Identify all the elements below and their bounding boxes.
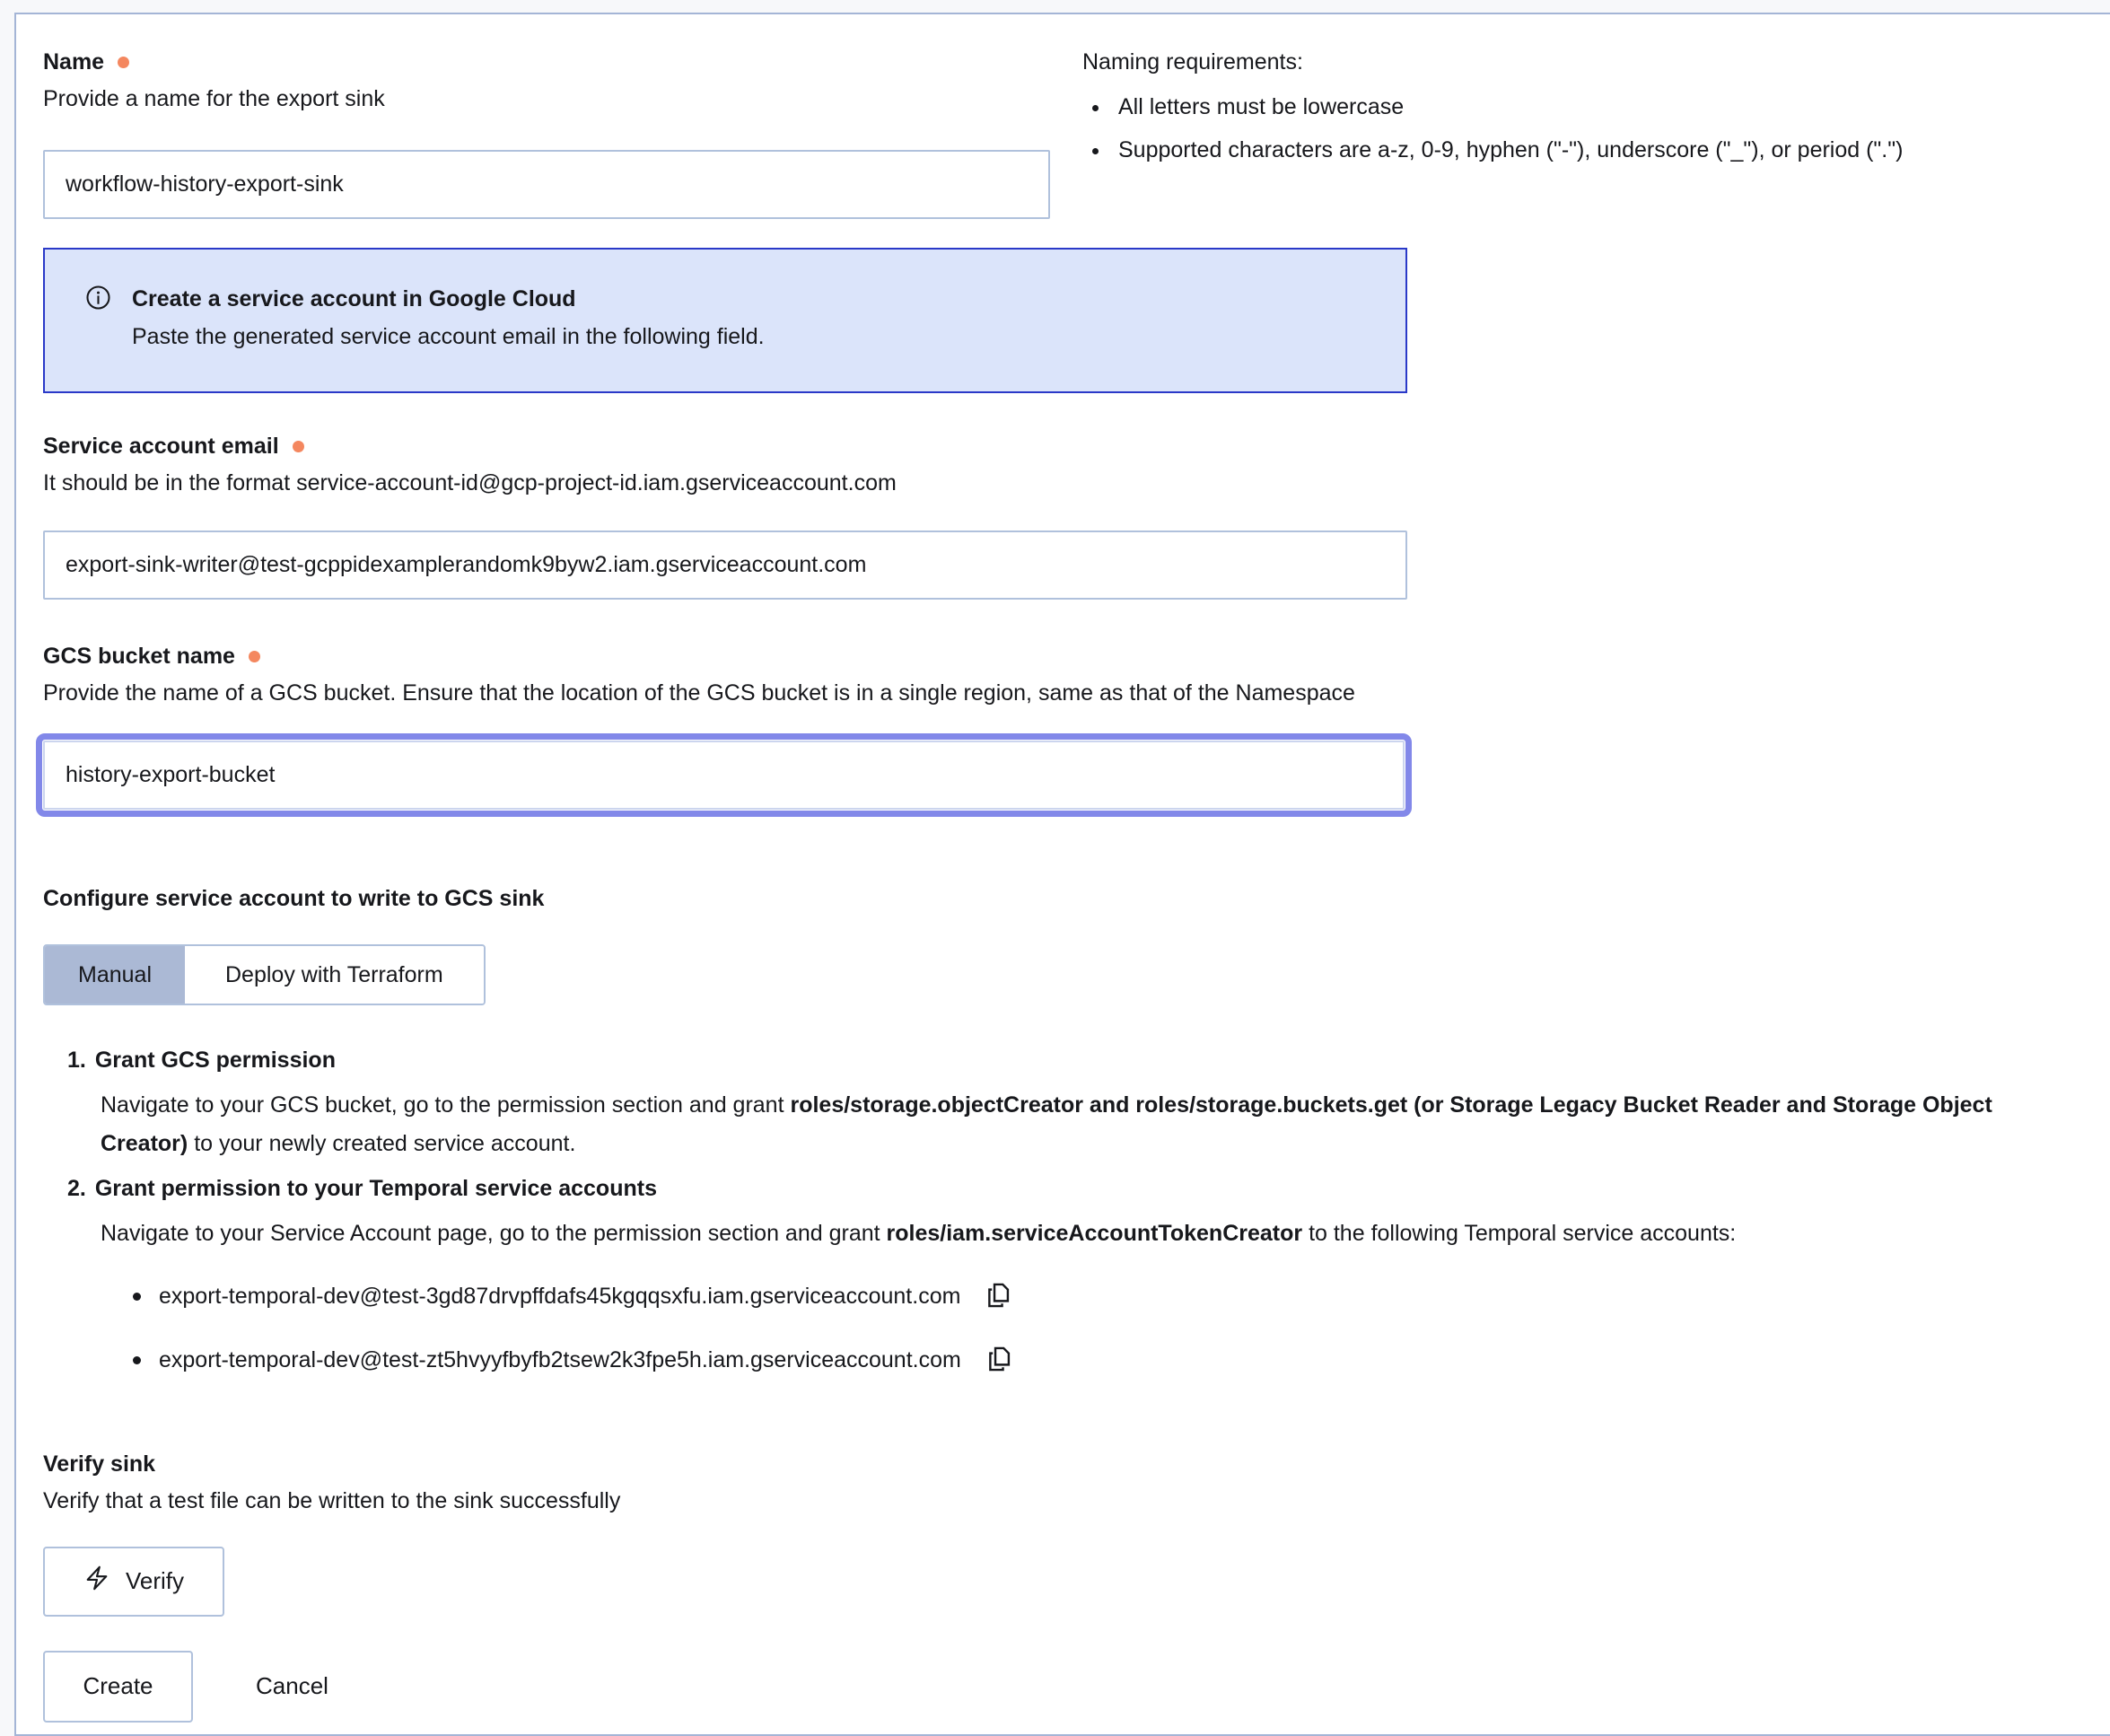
verify-button[interactable] xyxy=(43,1547,224,1617)
service-account-list-item xyxy=(133,1280,2110,1313)
service-account-label-text: Service account email xyxy=(43,434,279,459)
service-account-email: export-temporal-dev@test-3gd87drvpffdafs45kgqqsxfu.iam.gserviceaccount.com xyxy=(159,1284,961,1309)
service-account-email-input[interactable] xyxy=(43,530,1407,600)
name-field-label-text: Name xyxy=(43,49,105,75)
bullet-icon xyxy=(133,1356,141,1364)
form-actions xyxy=(43,1651,2110,1723)
tab-deploy-with-terraform[interactable]: Deploy with Terraform xyxy=(185,946,484,1004)
bucket-label-text: GCS bucket name xyxy=(43,644,235,669)
bullet-icon xyxy=(133,1293,141,1301)
step-number: 1. xyxy=(67,1048,86,1073)
info-banner-body: Paste the generated service account email in the following field. xyxy=(132,324,765,349)
create-button[interactable]: Create xyxy=(43,1651,193,1723)
step-body: Navigate to your Service Account page, go to the permission section and grant roles/iam.serviceAccountTokenCreator to the following Temporal service accounts: xyxy=(101,1221,1737,1246)
service-account-field-label xyxy=(43,433,2110,460)
name-field-label xyxy=(43,48,1050,75)
copy-button[interactable] xyxy=(984,1280,1014,1313)
service-account-list-item xyxy=(133,1344,2110,1377)
naming-requirements xyxy=(1082,48,2110,219)
naming-requirements-list xyxy=(1082,93,2110,163)
naming-requirements-title: Naming requirements: xyxy=(1082,49,1303,75)
export-sink-form-panel xyxy=(14,13,2110,1736)
bucket-field-label xyxy=(43,643,2110,670)
step-grant-gcs-permission xyxy=(43,1047,2110,1162)
verify-sink-title: Verify sink xyxy=(43,1451,156,1477)
copy-icon xyxy=(985,1344,1015,1377)
info-banner-title: Create a service account in Google Cloud xyxy=(132,286,576,311)
naming-requirement-item: • Supported characters are a-z, 0-9, hyphen ("-"), underscore ("_"), or period (".") xyxy=(1111,136,2110,163)
bolt-icon xyxy=(83,1565,110,1598)
tab-manual[interactable]: Manual xyxy=(45,946,185,1004)
bucket-description: Provide the name of a GCS bucket. Ensure that the location of the GCS bucket is in a single region, same as that of the Namespace xyxy=(43,680,1355,706)
service-account-description: It should be in the format service-account-id@gcp-project-id.iam.gserviceaccount.com xyxy=(43,470,897,495)
verify-sink-description: Verify that a test file can be written to the sink successfully xyxy=(43,1487,621,1513)
name-input[interactable] xyxy=(43,150,1050,219)
step-grant-temporal-permission xyxy=(43,1175,2110,1253)
required-dot-icon xyxy=(293,441,304,452)
step-body: Navigate to your GCS bucket, go to the permission section and grant roles/storage.objectCreator and roles/storage.buckets.get (or Storage Legacy Bucket Reader and Storage Object Creator) to your newly created service account. xyxy=(101,1092,1992,1156)
cancel-button[interactable]: Cancel xyxy=(250,1671,334,1701)
copy-icon xyxy=(984,1280,1014,1313)
required-dot-icon xyxy=(118,57,129,68)
verify-button-label: Verify xyxy=(125,1567,185,1594)
info-icon xyxy=(84,284,112,359)
service-account-email: export-temporal-dev@test-zt5hvyyfbyfb2tsew2k3fpe5h.iam.gserviceaccount.com xyxy=(159,1347,961,1372)
gcs-bucket-name-input[interactable] xyxy=(43,741,1405,810)
copy-button[interactable] xyxy=(985,1344,1015,1377)
step-number: 2. xyxy=(67,1176,86,1201)
name-field-description: Provide a name for the export sink xyxy=(43,86,385,111)
naming-requirement-item: • All letters must be lowercase xyxy=(1111,93,2110,120)
temporal-service-account-list xyxy=(133,1280,2110,1377)
required-dot-icon xyxy=(249,651,260,662)
step-title-text: Grant GCS permission xyxy=(94,1048,336,1073)
info-banner xyxy=(43,248,1407,393)
manual-steps xyxy=(43,1047,2110,1377)
config-method-tabs xyxy=(43,944,486,1005)
step-title-text: Grant permission to your Temporal service accounts xyxy=(94,1176,657,1201)
configure-section-title: Configure service account to write to GCS sink xyxy=(43,886,545,911)
